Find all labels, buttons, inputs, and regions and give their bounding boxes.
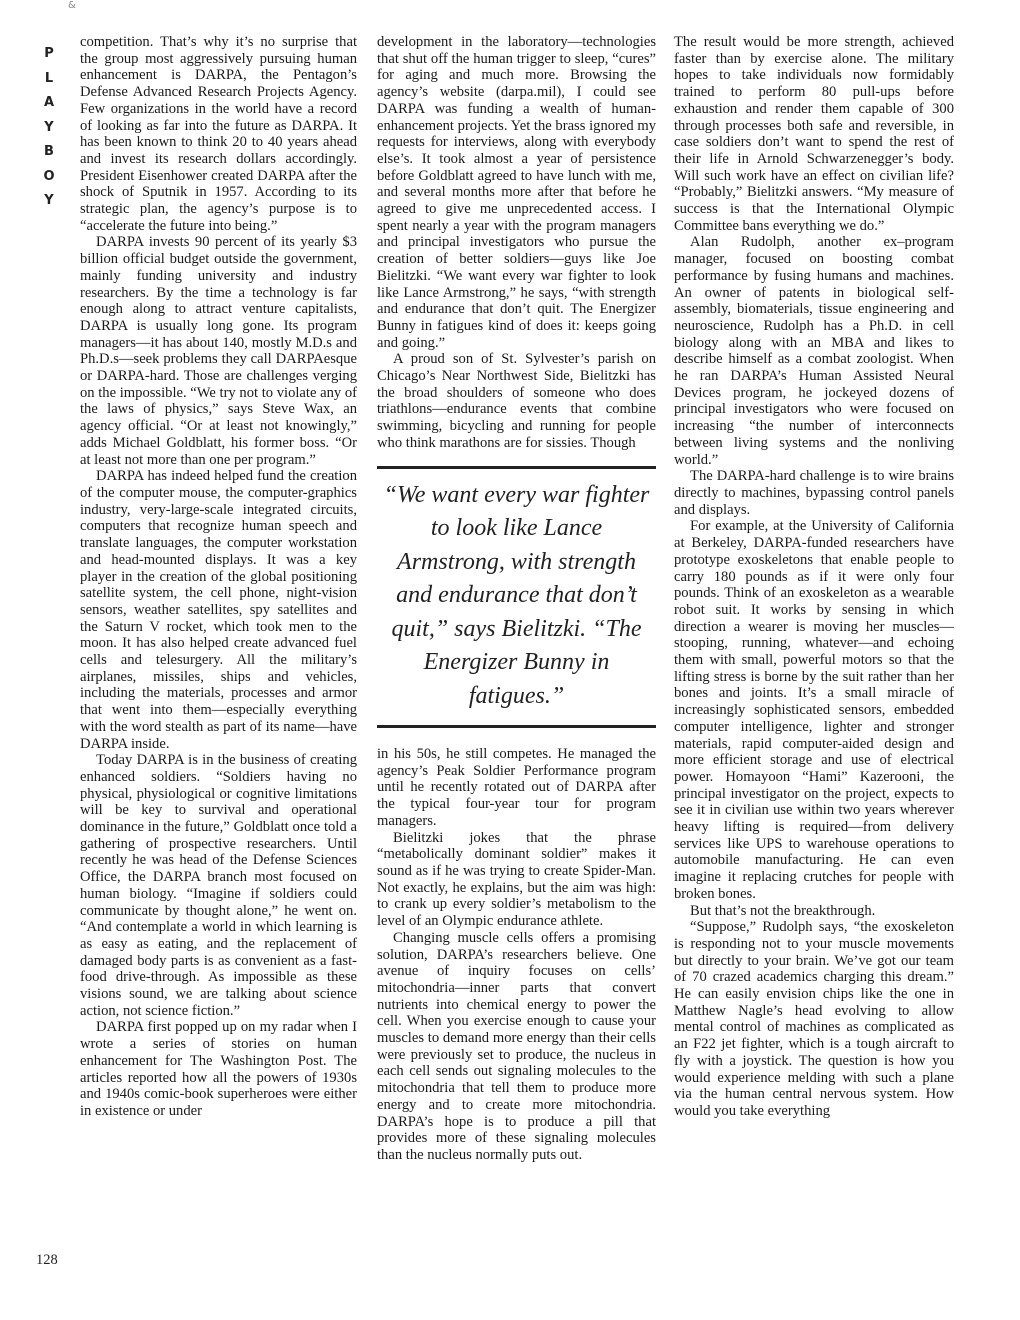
magazine-name-letter: Y [44, 193, 54, 208]
article-column-1 [80, 34, 357, 1120]
article-column-3 [674, 34, 954, 1120]
pull-quote-text: “We want every war fighter to look like Lance Armstrong, with strength and endurance that don’t quit,” says Bielitzki. “The Energizer Bunny in fatigues.” [383, 481, 650, 709]
magazine-name-letter: B [44, 144, 54, 159]
pull-quote [377, 466, 656, 729]
article-paragraph: Alan Rudolph, another ex–program manager, focused on boosting combat performance by fusing humans and machines. An owner of patents in biological self-assembly, biomaterials, tissue engineering and neuroscience, Rudolph has a Ph.D. in cell biology along with an MBA and likes to describe himself as a combat zoologist. When he ran DARPA’s Human Assisted Neural Devices program, he jockeyed dozens of principal investigators who were focused on increasing “the number of interconnects between living systems and the nonliving world.” [674, 234, 954, 468]
article-paragraph: competition. That’s why it’s no surprise that the group most aggressively pursuing human enhancement is DARPA, the Pentagon’s Defense Advanced Research Projects Agency. Few organizations in the world have a record of looking as far into the future as DARPA. It has been known to think 20 to 40 years ahead and invest its research dollars accordingly. President Eisenhower created DARPA after the shock of Sputnik in 1957. According to its strategic plan, the agency’s purpose is to “accelerate the future into being.” [80, 34, 357, 234]
magazine-name-letter: Y [44, 119, 54, 135]
magazine-name-letter: A [43, 95, 55, 110]
article-paragraph: The result would be more strength, achieved faster than by exercise alone. The military hopes to take individuals now formidably trained to perform 80 pull-ups before exhaustion and render them capable of 300 through processes both safe and reversible, in case soldiers don’t want to spend the rest of their life in Arnold Schwarzenegger’s body. Will such work have an effect on civilian life? “Probably,” Bielitzki answers. “My measure of success is that the International Olympic Committee bans everything we do.” [674, 34, 954, 234]
article-paragraph: Changing muscle cells offers a promising solution, DARPA’s researchers believe. One avenue of inquiry focuses on cells’ mitochondria—inner parts that convert nutrients into chemical energy to power the cell. When you exercise enough to cause your muscles to demand more energy than their cells were previously set to produce, the nucleus in each cell sends out signaling molecules to the mitochondria that tell them to produce more energy and to create more mitochondria. DARPA’s hope is to produce a pill that provides more of these signaling molecules than the nucleus normally puts out. [377, 929, 656, 1163]
article-paragraph: But that’s not the breakthrough. [690, 902, 876, 919]
article-paragraph: DARPA first popped up on my radar when I wrote a series of stories on human enhancement for The Washington Post. The articles reported how all the powers of 1930s and 1940s comic-book superheroes were either in existence or under [80, 1019, 357, 1119]
article-paragraph: For example, at the University of California at Berkeley, DARPA-funded researchers have prototype exoskeletons that enable people to carry 180 pounds as if it were only four pounds. Think of an exoskeleton as a wearable robot suit. It works by sensing in which direction a wearer is moving her muscles—stooping, running, whatever—and echoing them with small, powerful motors so that the lifting stress is borne by the suit rather than her bones and joints. It’s a small miracle of increasingly sophisticated sensors, embedded computer intelligence, lighter and stronger materials, rapid computer-aided design and more efficient storage and use of electrical power. Homayoon “Hami” Kazerooni, the principal investigator on the project, expects to see it in civilian use within two years wherever heavy lifting is required—from delivery services like UPS to warehouse operations to automobile manufacturing. He can even imagine it replacing crutches for people with broken bones. [674, 518, 954, 902]
magazine-name-vertical [38, 42, 60, 214]
article-paragraph: “Suppose,” Rudolph says, “the exoskeleton is responding not to your muscle movements but directly to your brain. We’ve got our team of 70 crazed academics charging this dream.” He can easily envision chips like the one in Matthew Nagle’s head evolving to allow mental control of machines as complicated as an F22 jet fighter, which is a tough aircraft to fly with a joystick. The question is how you would experience melding with such a plane via the human central nervous system. How would you take everything [674, 919, 954, 1119]
magazine-name-letter: L [44, 70, 54, 86]
article-paragraph: DARPA has indeed helped fund the creation of the computer mouse, the computer-graphics industry, very-large-scale integrated circuits, computers that recognize human speech and translate languages, the computer workstation and head-mounted displays. It was a key player in the creation of the global positioning satellite system, the cell phone, night-vision sensors, weather satellites, spy satellites and the Saturn V rocket, which took men to the moon. It has also helped create advanced fuel cells and telesurgery. All the military’s airplanes, missiles, ships and vehicles, including the materials, processes and armor that went into them—especially everything with the word stealth as part of its name—have DARPA inside. [80, 468, 357, 752]
magazine-name-letter: P [44, 46, 54, 61]
article-paragraph: The DARPA-hard challenge is to wire brains directly to machines, bypassing control panels and displays. [674, 468, 954, 518]
article-column-2 [377, 34, 656, 1164]
corner-mark: & [68, 0, 76, 11]
article-paragraph: DARPA invests 90 percent of its yearly $3 billion official budget outside the government, mainly funding university and industry researchers. By the time a technology is far enough along to attract venture capitalists, DARPA is usually long gone. Its program managers—it has about 140, mostly M.D.s and Ph.D.s—seek problems they call DARPAesque or DARPA-hard. Those are challenges verging on the impossible. “We try not to violate any of the laws of physics,” says Steve Wax, an agency official. “Or at least not knowingly,” adds Michael Goldblatt, his former boss. “Or at least not more than one per program.” [80, 234, 357, 468]
article-paragraph: Bielitzki jokes that the phrase “metabolically dominant soldier” makes it sound as if he was trying to create Spider-Man. Not exactly, he explains, but the aim was high: to crank up every soldier’s metabolism to the level of an Olympic endurance athlete. [377, 829, 656, 930]
article-paragraph: A proud son of St. Sylvester’s parish on Chicago’s Near Northwest Side, Bielitzki has the broad shoulders of someone who does triathlons—endurance events that combine swimming, bicycling and running for people who think marathons are for sissies. Though [377, 351, 656, 451]
article-paragraph: development in the laboratory—technologies that shut off the human trigger to sleep, “cures” for aging and much more. Browsing the agency’s website (darpa.mil), I could see DARPA was funding a wealth of human-enhancement projects. Yet the brass ignored my requests for interviews, along with everybody else’s. It took almost a year of persistence before Goldblatt agreed to have lunch with me, and several months more after that before he agreed to give me unprecedented access. I spent nearly a year with the program managers and principal investigators who pursue the creation of better soldiers—guys like Joe Bielitzki. “We want every war fighter to look like Lance Armstrong,” he says, “with strength and endurance that don’t quit. The Energizer Bunny in fatigues kind of does it: keeps going and going.” [377, 34, 656, 351]
article-paragraph: in his 50s, he still competes. He managed the agency’s Peak Soldier Performance program until he recently rotated out of DARPA after the typical four-year tour for program managers. [377, 746, 656, 829]
article-paragraph: Today DARPA is in the business of creating enhanced soldiers. “Soldiers having no physical, physiological or cognitive limitations will be key to survival and operational dominance in the future,” Goldblatt once told a gathering of prospective researchers. Until recently he was head of the Defense Sciences Office, the DARPA branch most focused on human biology. “Imagine if soldiers could communicate by thought alone,” he went on. “And contemplate a world in which learning is as easy as eating, and the replacement of damaged body parts is as convenient as a fast-food drive-through. As impossible as these visions sound, we are talking about science action, not science fiction.” [80, 752, 357, 1019]
page-number: 128 [36, 1252, 58, 1268]
magazine-name-letter: O [43, 168, 55, 184]
